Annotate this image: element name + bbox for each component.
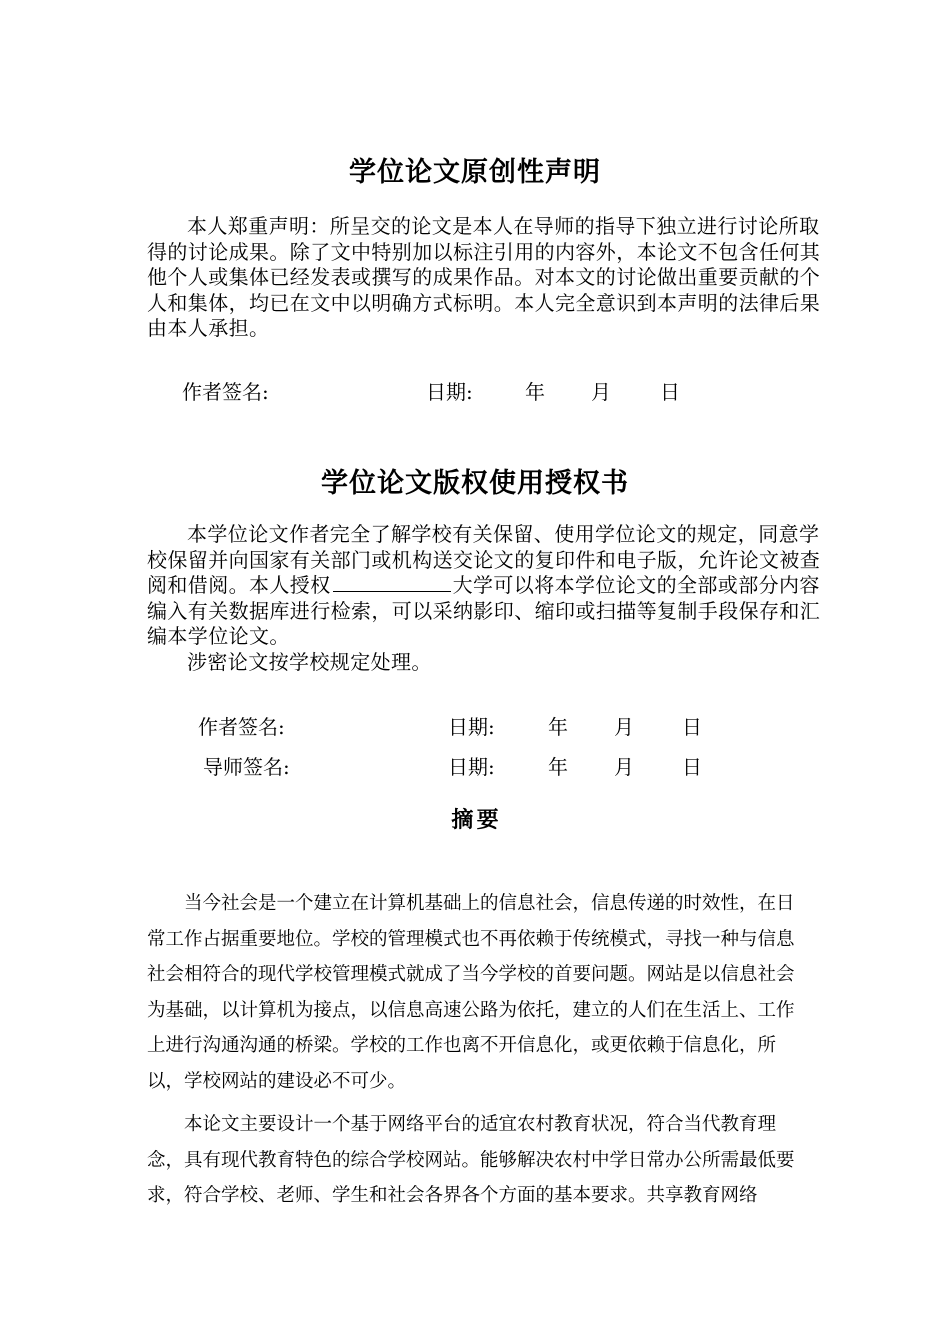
year-label: 年 — [548, 715, 568, 739]
abstract-paragraph-1 — [147, 886, 807, 1099]
declaration-body: 本人郑重声明：所呈交的论文是本人在导师的指导下独立进行讨论所取得的讨论成果。除了文中特别加以标注引用的内容外，本论文不包含任何其他个人或集体已经发表或撰写的成果作品。对本文的讨论做出重要贡献的个人和集体，均已在文中以明确方式标明。本人完全意识到本声明的法律后果由本人承担。 — [147, 214, 821, 340]
abstract-text: 当今社会是一个建立在计算机基础上的信息社会，信息传递的时效性，在日常工作占据重要地位。学校的管理模式也不再依赖于传统模式，寻找一种与信息社会相符合的现代学校管理模式就成了当今学校的首要问题。网站是以信息社会为基础，以计算机为接点，以信息高速公路为依托，建立的人们在生活上、工作上进行沟通沟通的桥梁。学校的工作也离不开信息化，或更依赖于信息化，所以，学校网站的建设必不可少。 — [147, 893, 795, 1092]
day-label: 日 — [660, 380, 680, 404]
originality-declaration-title: 学位论文原创性声明 — [349, 157, 601, 188]
abstract-paragraph-2 — [147, 1107, 807, 1214]
authorization-paragraph — [147, 522, 823, 675]
date-label: 日期: — [448, 715, 495, 739]
month-label: 月 — [614, 755, 634, 779]
copyright-authorization-title: 学位论文版权使用授权书 — [321, 468, 629, 499]
authorization-body-end: 大学可以将本学位论文的全部或部分内容编入有关数据库进行检索，可以采纳影印、缩印或扫描等复制手段保存和汇编本学位论文。 — [147, 573, 821, 648]
advisor-signature-label: 导师签名: — [203, 755, 290, 779]
year-label: 年 — [548, 755, 568, 779]
abstract-title-char: 要 — [476, 808, 499, 833]
authorization-body-start: 本学位论文作者完全了解学校有关保留、使用学位论文的规定，同意学校保留并向国家有关部门或机构送交论文的复印件和电子版，允许论文被查阅和借阅。本人授权 — [147, 522, 821, 597]
declaration-paragraph — [147, 214, 823, 342]
abstract-title — [0, 803, 950, 834]
day-label: 日 — [682, 715, 702, 739]
date-label: 日期: — [426, 380, 473, 404]
year-label: 年 — [525, 380, 545, 404]
date-label: 日期: — [448, 755, 495, 779]
author-signature-label: 作者签名: — [198, 715, 285, 739]
secret-thesis-note: 涉密论文按学校规定处理。 — [187, 649, 432, 674]
abstract-text: 本论文主要设计一个基于网络平台的适宜农村教育状况，符合当代教育理念，具有现代教育特色的综合学校网站。能够解决农村中学日常办公所需最低要求，符合学校、老师、学生和社会各界各个方面的基本要求。共享教育网络 — [147, 1114, 795, 1206]
authorization-body — [147, 522, 823, 650]
day-label: 日 — [682, 755, 702, 779]
month-label: 月 — [614, 715, 634, 739]
month-label: 月 — [591, 380, 611, 404]
abstract-title-char: 摘 — [451, 808, 474, 833]
university-name-blank[interactable] — [333, 573, 451, 592]
author-signature-label: 作者签名: — [182, 380, 269, 404]
